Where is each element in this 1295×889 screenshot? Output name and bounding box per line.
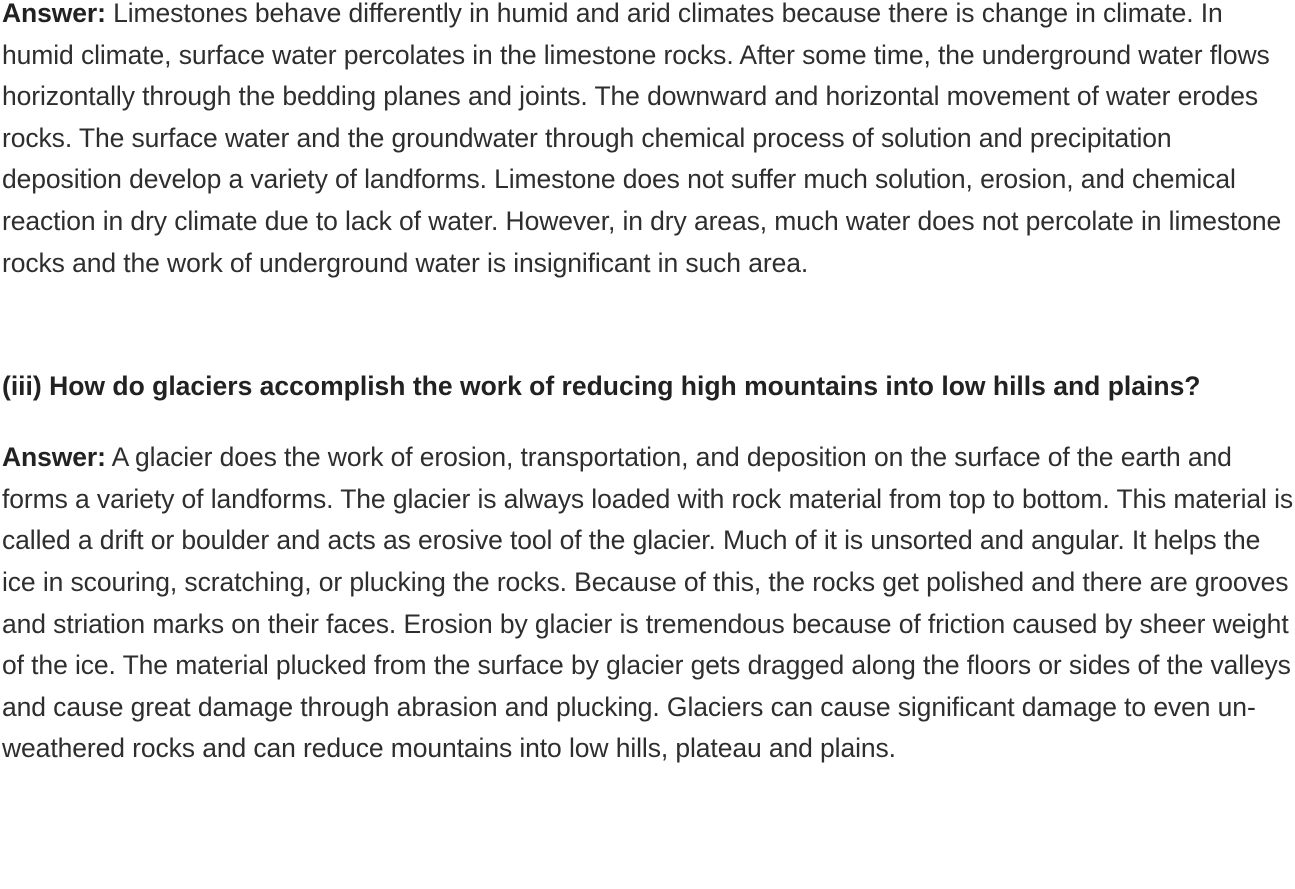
question-heading: (iii) How do glaciers accomplish the work of reducing high mountains into low hills and plains? (2, 371, 1201, 402)
answer-label: Answer: (2, 0, 106, 28)
answer-paragraph-2 (2, 437, 1295, 770)
answer-text-2: A glacier does the work of erosion, transportation, and deposition on the surface of the earth and forms a variety of landforms. The glacier is always loaded with rock material from top to bottom. This material is called a drift or boulder and acts as erosive tool of the glacier. Much of it is unsorted and angular. It helps the ice in scouring, scratching, or plucking the rocks. Because of this, the rocks get polished and there are grooves and striation marks on their faces. Erosion by glacier is tremendous because of friction caused by sheer weight of the ice. The material plucked from the surface by glacier gets dragged along the floors or sides of the valleys and cause great damage through abrasion and plucking. Glaciers can cause significant damage to even un-weathered rocks and can reduce mountains into low hills, plateau and plains. (2, 442, 1294, 764)
answer-label: Answer: (2, 442, 106, 473)
answer-text-1: Limestones behave differently in humid and arid climates because there is change in climate. In humid climate, surface water percolates in the limestone rocks. After some time, the underground water flows horizontally through the bedding planes and joints. The downward and horizontal movement of water erodes rocks. The surface water and the groundwater through chemical process of solution and precipitation deposition develop a variety of landforms. Limestone does not suffer much solution, erosion, and chemical reaction in dry climate due to lack of water. However, in dry areas, much water does not percolate in limestone rocks and the work of underground water is insignificant in such area. (2, 0, 1282, 278)
answer-paragraph-1 (2, 0, 1295, 284)
